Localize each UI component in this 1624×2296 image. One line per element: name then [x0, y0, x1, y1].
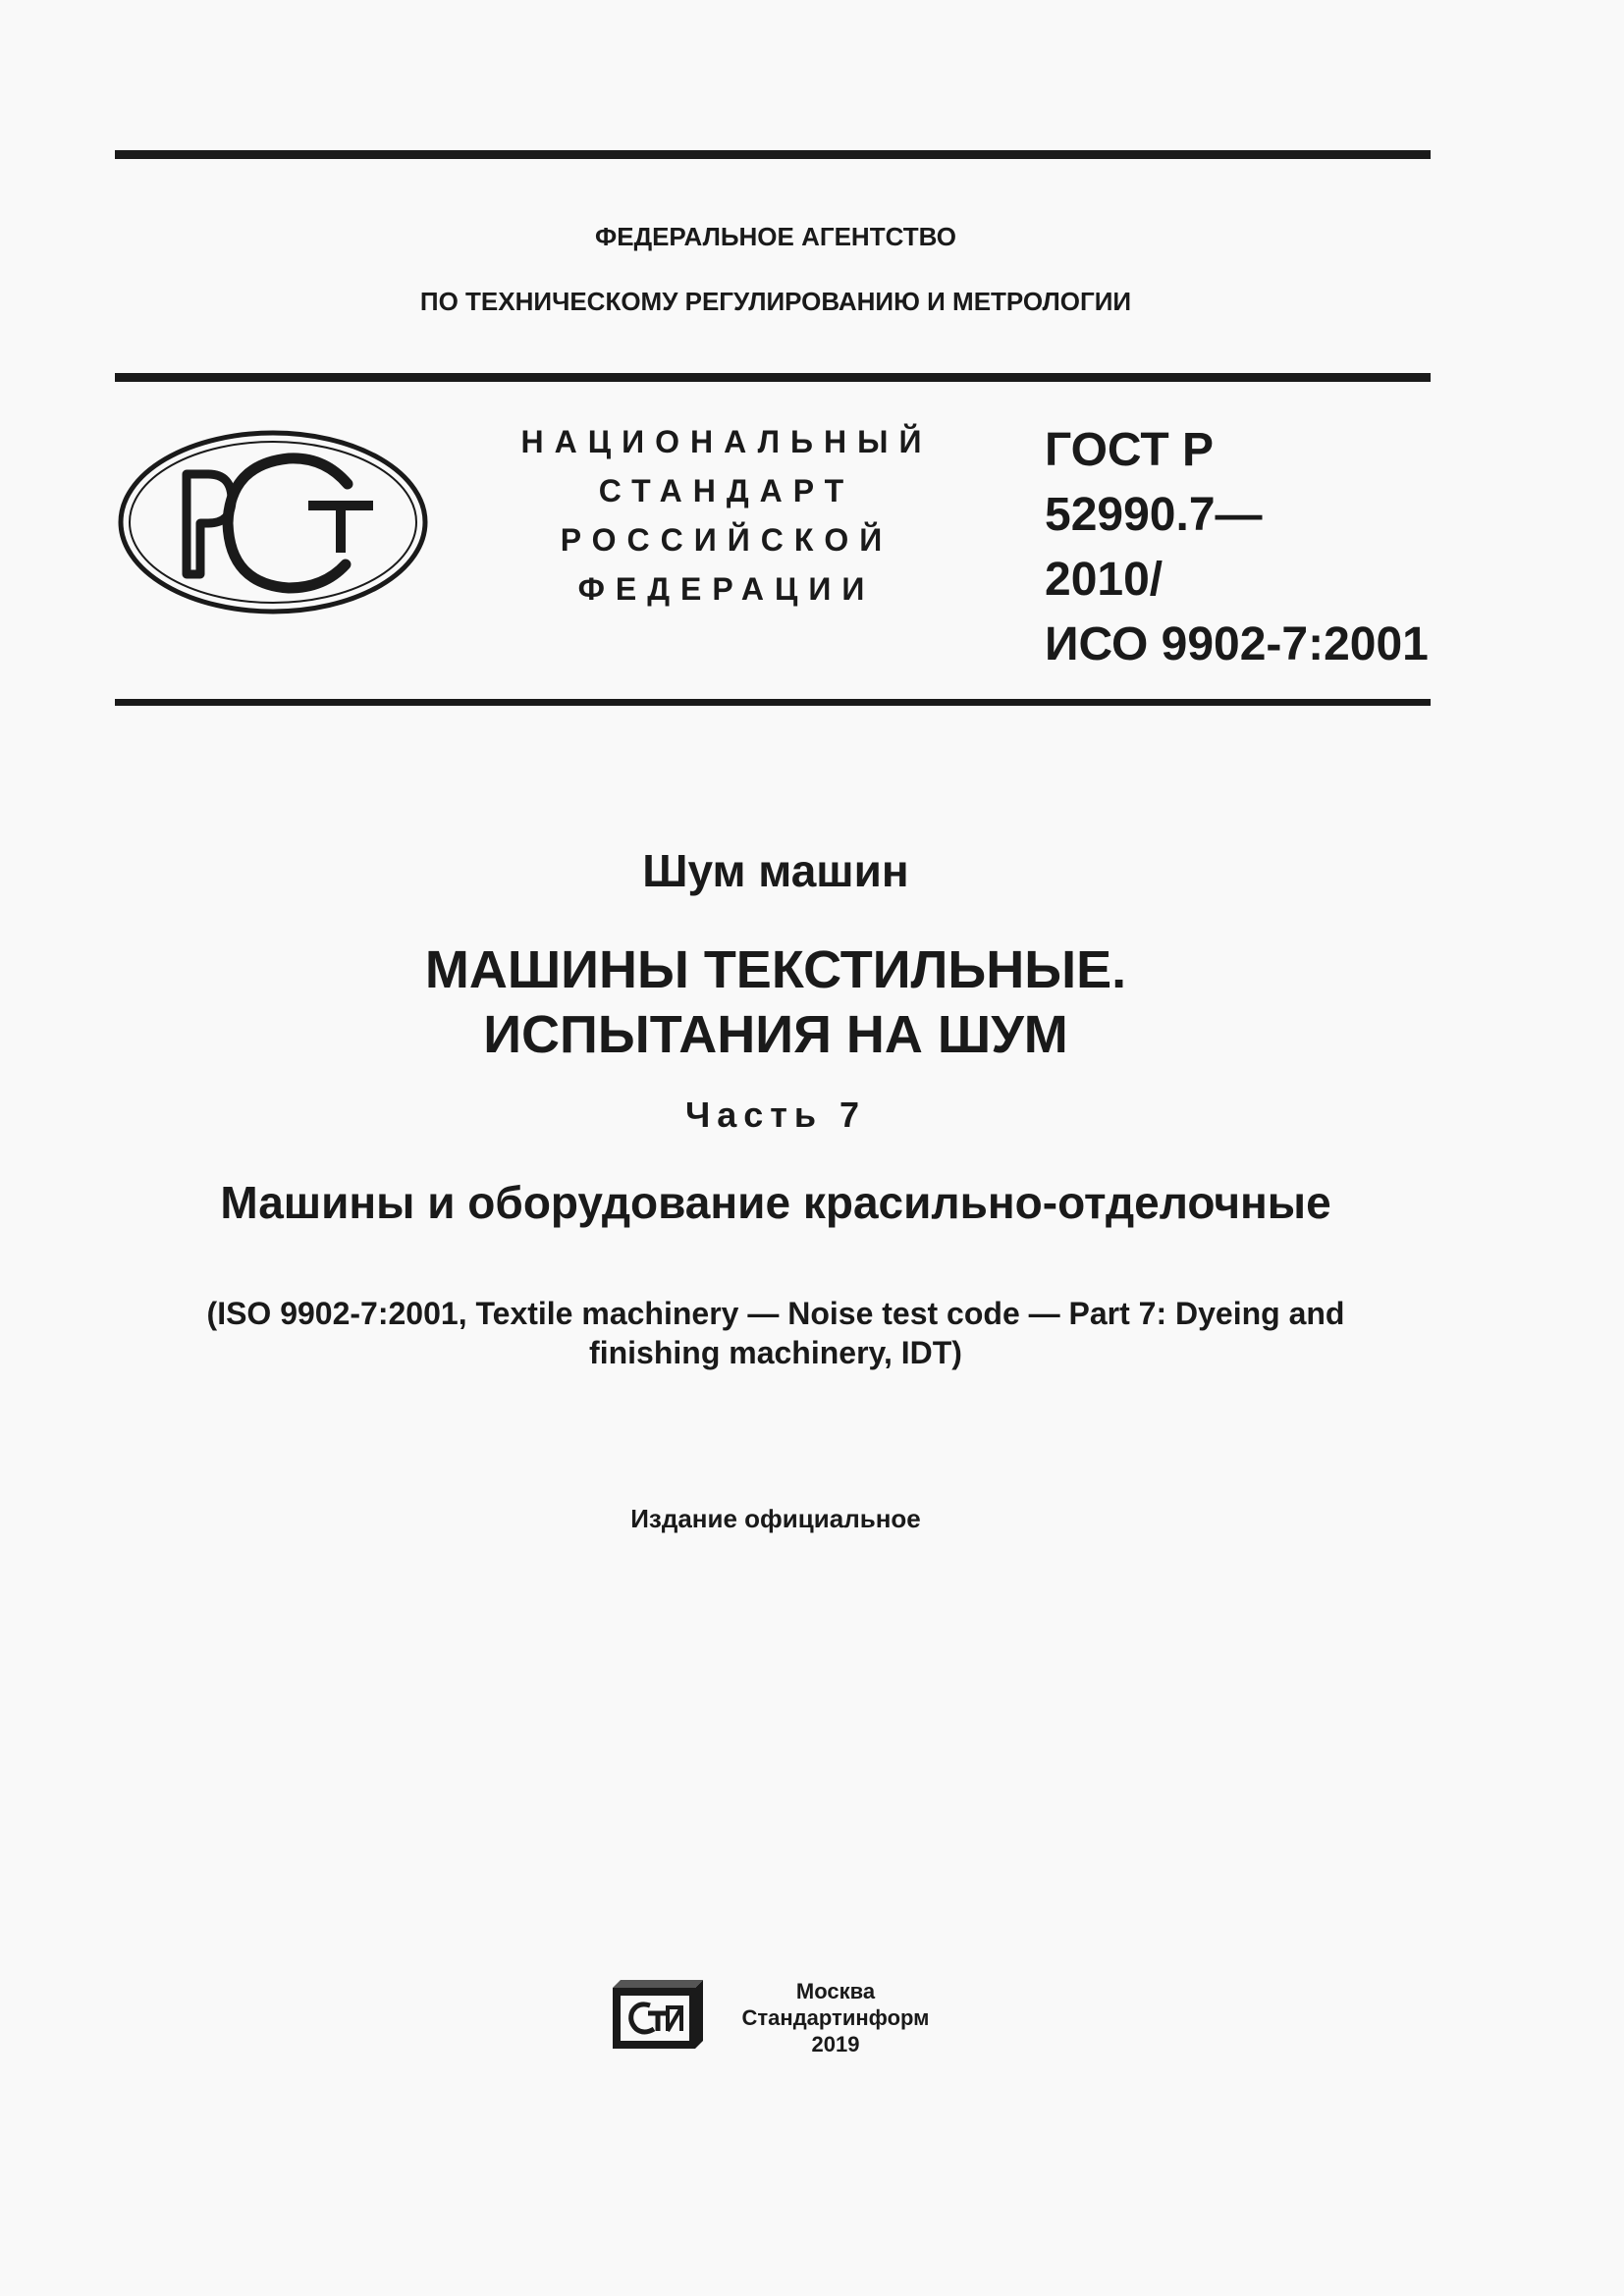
publisher-name: Стандартинформ [741, 2005, 930, 2030]
title-main [0, 937, 1551, 1067]
agency-line-2: ПО ТЕХНИЧЕСКОМУ РЕГУЛИРОВАНИЮ И МЕТРОЛОГИИ [419, 287, 1132, 316]
designation-line-3: 2010/ [1045, 554, 1164, 606]
iso-reference-line-2: finishing machinery, IDT) [589, 1335, 962, 1370]
header-rule [115, 373, 1431, 382]
designation-line-2: 52990.7— [1045, 489, 1263, 541]
designation-line-1: ГОСТ Р [1045, 424, 1215, 476]
national-standard-line-2: СТАНДАРТ [598, 473, 855, 508]
agency-line-1: ФЕДЕРАЛЬНОЕ АГЕНТСТВО [595, 222, 956, 251]
national-standard-line-3: РОССИЙСКОЙ [560, 522, 893, 558]
publisher-block [723, 1978, 948, 2057]
iso-reference [0, 1294, 1551, 1372]
designation-line-4: ИСО 9902-7:2001 [1045, 618, 1429, 670]
iso-reference-line-1: (ISO 9902-7:2001, Textile machinery — Noise test code — Part 7: Dyeing and [206, 1296, 1345, 1331]
top-rule [115, 150, 1431, 159]
edition-label: Издание официальное [630, 1504, 921, 1533]
publisher-city: Москва [795, 1979, 876, 2003]
national-standard-line-1: НАЦИОНАЛЬНЫЙ [520, 424, 933, 459]
title-group: Шум машин [642, 845, 909, 896]
publisher-year: 2019 [811, 2032, 860, 2056]
standartinform-logo-icon [611, 1978, 705, 2053]
title-main-line-2: ИСПЫТАНИЯ НА ШУМ [483, 1005, 1068, 1064]
standartinform-logo-svg [611, 1978, 705, 2053]
designation-rule [115, 699, 1431, 706]
title-part: Часть 7 [684, 1095, 867, 1135]
standard-designation [1045, 418, 1437, 677]
national-standard-line-4: ФЕДЕРАЦИИ [577, 571, 876, 607]
title-subtitle: Машины и оборудование красильно-отделочные [220, 1177, 1331, 1228]
rst-emblem-svg [116, 427, 430, 618]
rst-emblem-icon [116, 427, 430, 618]
national-standard-label [511, 417, 943, 614]
title-main-line-1: МАШИНЫ ТЕКСТИЛЬНЫЕ. [424, 940, 1127, 999]
